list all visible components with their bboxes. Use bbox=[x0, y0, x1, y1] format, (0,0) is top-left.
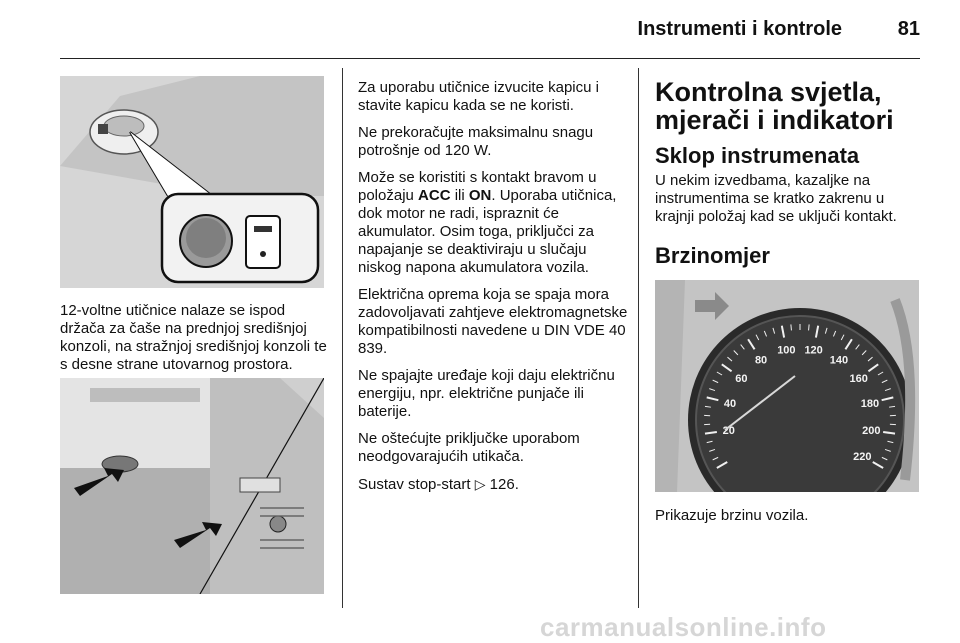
subsection-heading-speedometer: Brzinomjer bbox=[655, 244, 925, 268]
paragraph-ignition: Može se koristiti s kontakt bravom u položaju ACC ili ON. Uporaba utičnica, dok motor ne radi, ispraznit će akumulator. Osim toga, priključci za napajanje se deaktiviraju u slučaju niskog napona akumulatora vozila. bbox=[358, 169, 630, 277]
on-position: ON bbox=[469, 187, 492, 204]
column-divider-2 bbox=[638, 68, 639, 608]
paragraph-no-chargers: Ne spajajte uređaje koji daju električnu energiju, npr. električne punjače ili baterije. bbox=[358, 367, 630, 421]
power-outlet-figure bbox=[60, 76, 324, 288]
speedometer-label: 20 bbox=[723, 425, 735, 437]
paragraph-plugs: Ne oštećujte priključke uporabom neodgovarajućih utikača. bbox=[358, 430, 630, 466]
speedometer-label: 100 bbox=[777, 344, 795, 356]
speedometer-label: 80 bbox=[755, 354, 767, 366]
paragraph-cap-usage: Za uporabu utičnice izvucite kapicu i stavite kapicu kada se ne koristi. bbox=[358, 79, 630, 115]
speedometer-label: 220 bbox=[853, 451, 871, 463]
speedometer-label: 180 bbox=[861, 398, 879, 410]
header-title: Instrumenti i kontrole bbox=[638, 18, 842, 41]
footer-watermark: carmanualsonline.info bbox=[540, 612, 826, 643]
header-rule bbox=[60, 58, 920, 59]
cluster-intro: U nekim izvedbama, kazaljke na instrumentima se kratko zakrenu u krajnji položaj kad se uključi kontakt. bbox=[655, 172, 925, 226]
speedometer-tick bbox=[791, 324, 792, 330]
speedometer-tick bbox=[809, 324, 810, 330]
speedometer-label: 40 bbox=[724, 398, 736, 410]
speedometer-label: 60 bbox=[735, 373, 747, 385]
subsection-heading-cluster: Sklop instrumenata bbox=[655, 144, 925, 168]
load-compartment-figure bbox=[60, 378, 324, 594]
speedometer-label: 160 bbox=[849, 373, 867, 385]
speedometer-figure bbox=[655, 280, 919, 492]
speedometer-label: 120 bbox=[804, 344, 822, 356]
section-heading: Kontrolna svjetla, mjerači i indikatori bbox=[655, 78, 925, 134]
paragraph-max-power: Ne prekoračujte maksimalnu snagu potrošnje od 120 W. bbox=[358, 124, 630, 160]
outlet-location-caption: 12-voltne utičnice nalaze se ispod držača za čaše na prednjoj središnjoj konzoli, na stražnjoj središnjoj konzoli te s desne strane utovarnog prostora. bbox=[60, 302, 330, 374]
paragraph-emc: Električna oprema koja se spaja mora zadovoljavati zahtjeve elektromagnetske kompatibilnosti navedene u DIN VDE 40 839. bbox=[358, 286, 630, 358]
page-reference-link[interactable]: 126. bbox=[486, 476, 519, 493]
column-divider-1 bbox=[342, 68, 343, 608]
paragraph-stop-start: Sustav stop-start ▷ 126. bbox=[358, 475, 630, 494]
reference-arrow-icon[interactable]: ▷ bbox=[475, 476, 486, 492]
speedometer-caption: Prikazuje brzinu vozila. bbox=[655, 507, 925, 525]
outlet-instructions bbox=[358, 79, 630, 503]
speedometer-label: 140 bbox=[830, 354, 848, 366]
page-number: 81 bbox=[898, 18, 920, 41]
gauges-section bbox=[655, 78, 925, 268]
acc-position: ACC bbox=[418, 187, 451, 204]
speedometer-label: 200 bbox=[862, 425, 880, 437]
